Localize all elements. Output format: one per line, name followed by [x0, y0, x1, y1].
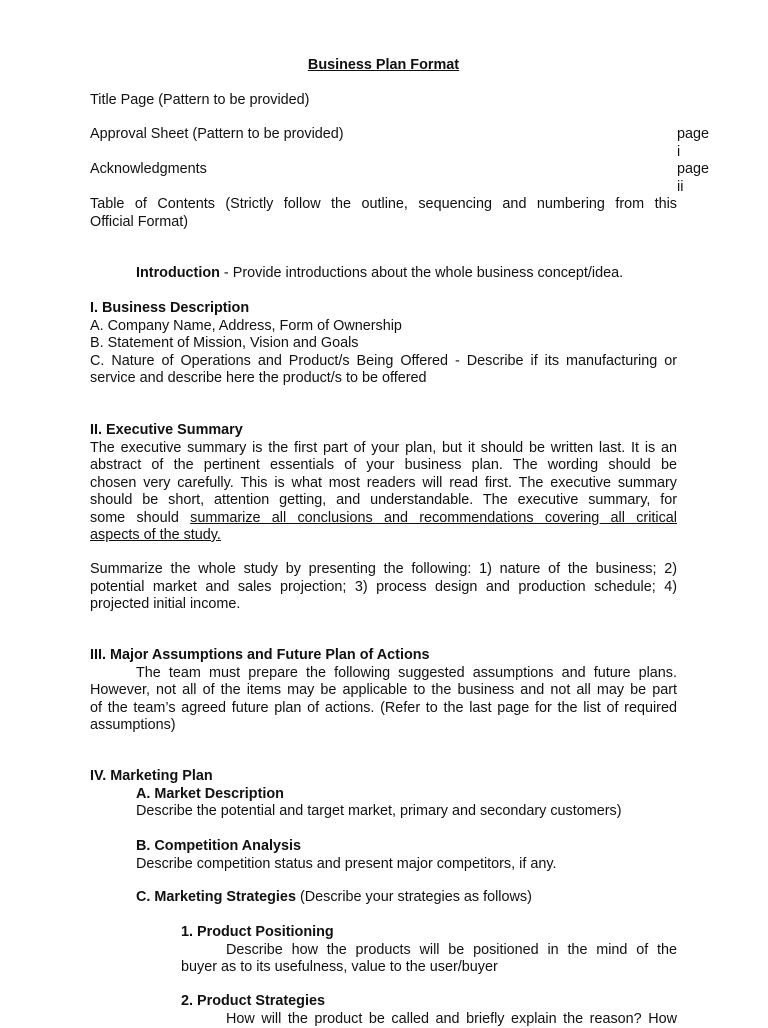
item-product-strategies [90, 993, 677, 1028]
paragraph-line: assumptions) [90, 717, 677, 735]
acknowledgments-label: Acknowledgments [90, 161, 207, 177]
paragraph-line: chosen very carefully. This is what most readers will read first. The executive summary [90, 475, 677, 493]
table-of-contents-paragraph [90, 196, 677, 231]
introduction-text: - Provide introductions about the whole business concept/idea. [220, 265, 623, 281]
list-item-continuation: service and describe here the product/s to be offered [90, 370, 677, 388]
section-marketing-plan [90, 768, 677, 821]
subsection-text: Describe the potential and target market, primary and secondary customers) [90, 803, 677, 821]
title-page-line: Title Page (Pattern to be provided) [90, 92, 677, 110]
introduction-label: Introduction [136, 265, 220, 281]
acknowledgments-line [90, 161, 677, 179]
paragraph-line: potential market and sales projection; 3) process design and production schedule; 4) [90, 579, 677, 597]
paragraph-line [90, 527, 677, 545]
item-product-positioning [90, 924, 677, 977]
paragraph-line: Describe how the products will be positioned in the mind of the [181, 942, 677, 960]
section-heading: II. Executive Summary [90, 422, 677, 440]
subsection-note: (Describe your strategies as follows) [296, 889, 532, 905]
list-item: B. Statement of Mission, Vision and Goals [90, 335, 677, 353]
list-item: C. Nature of Operations and Product/s Being Offered - Describe if its manufacturing or [90, 353, 677, 371]
section-heading: I. Business Description [90, 300, 677, 318]
item-heading: 2. Product Strategies [90, 993, 677, 1011]
section-executive-summary [90, 422, 677, 545]
paragraph-line: Summarize the whole study by presenting the following: 1) nature of the business; 2) [90, 561, 677, 579]
approval-sheet-label: Approval Sheet (Pattern to be provided) [90, 126, 344, 142]
acknowledgments-page-number: page ii [677, 161, 709, 196]
document-title: Business Plan Format [308, 57, 459, 73]
section-business-description [90, 300, 677, 388]
toc-line: Official Format) [90, 214, 677, 232]
item-heading: 1. Product Positioning [90, 924, 677, 942]
approval-sheet-page-number: page i [677, 126, 709, 161]
plain-text: some should [90, 510, 190, 526]
paragraph-line [90, 510, 677, 528]
paragraph-line: of the team’s agreed future plan of actions. (Refer to the last page for the list of required [90, 700, 677, 718]
paragraph-line: projected initial income. [90, 596, 677, 614]
paragraph-line: The team must prepare the following suggested assumptions and future plans. [90, 665, 677, 683]
subsection-heading: A. Market Description [90, 786, 677, 804]
paragraph-line: should be short, attention getting, and understandable. The executive summary, for [90, 492, 677, 510]
section-heading: III. Major Assumptions and Future Plan of Actions [90, 647, 677, 665]
summary-instructions-paragraph [90, 561, 677, 614]
paragraph-line: abstract of the pertinent essentials of your business plan. The wording should be [90, 457, 677, 475]
introduction-paragraph [90, 265, 677, 283]
underlined-text: summarize all conclusions and recommendations covering all critical [190, 510, 677, 526]
list-item: A. Company Name, Address, Form of Ownership [90, 318, 677, 336]
document-title-block [90, 57, 677, 75]
underlined-text: aspects of the study. [90, 527, 221, 543]
paragraph-line: However, not all of the items may be applicable to the business and not all may be part [90, 682, 677, 700]
toc-line: Table of Contents (Strictly follow the outline, sequencing and numbering from this [90, 196, 677, 214]
section-major-assumptions [90, 647, 677, 735]
subsection-text: Describe competition status and present major competitors, if any. [90, 856, 677, 874]
subsection-competition-analysis [90, 838, 677, 873]
paragraph-line: buyer as to its usefulness, value to the user/buyer [181, 959, 677, 977]
approval-sheet-line [90, 126, 677, 144]
subsection-heading: B. Competition Analysis [90, 838, 677, 856]
paragraph-line: How will the product be called and briefly explain the reason? How [181, 1011, 677, 1028]
section-heading: IV. Marketing Plan [90, 768, 677, 786]
subsection-marketing-strategies [90, 889, 677, 907]
subsection-heading: C. Marketing Strategies [136, 889, 296, 905]
paragraph-line: The executive summary is the first part of your plan, but it should be written last. It is an [90, 440, 677, 458]
